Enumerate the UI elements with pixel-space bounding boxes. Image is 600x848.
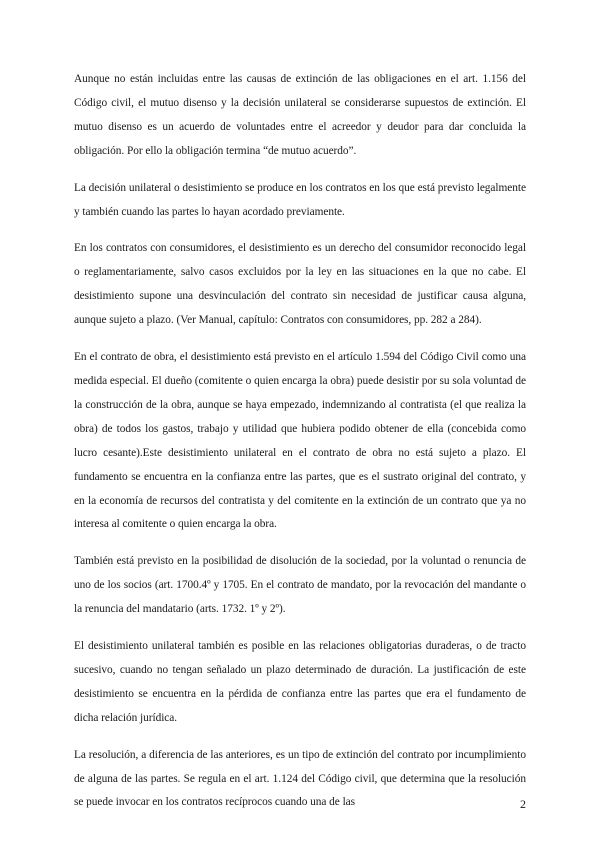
- paragraph-decision-unilateral: La decisión unilateral o desistimiento se produce en los contratos en los que está previsto legalmente y también cuando las partes lo hayan acordado previamente.: [74, 181, 526, 218]
- paragraph-mutuo-disenso: Aunque no están incluidas entre las causas de extinción de las obligaciones en el art. 1.156 del Código civil, el mutuo disenso y la decisión unilateral se considerarse supuestos de extinción. El mutuo disenso es un acuerdo de voluntades entre el acreedor y deudor para dar concluida la obligación. Por ello la obligación termina “de mutuo acuerdo”.: [74, 73, 526, 157]
- paragraph-resolucion: La resolución, a diferencia de las anteriores, es un tipo de extinción del contrato por incumplimiento de alguna de las partes. Se regula en el art. 1.124 del Código civil, que determina que la resolución se puede invocar en los contratos recíprocos cuando una de las: [74, 748, 526, 809]
- paragraph-relaciones-duraderas: El desistimiento unilateral también es posible en las relaciones obligatorias duraderas, o de tracto sucesivo, cuando no tengan señalado un plazo determinado de duración. La justificación de este desistimiento se encuentra en la pérdida de confianza entre las partes que era el fundamento de dicha relación jurídica.: [74, 640, 526, 724]
- paragraph-sociedad-mandato: También está previsto en la posibilidad de disolución de la sociedad, por la voluntad o renuncia de uno de los socios (art. 1700.4º y 1705. En el contrato de mandato, por la revocación del mandante o la renuncia del mandatario (arts. 1732. 1º y 2º).: [74, 555, 526, 616]
- paragraph-contratos-consumidores: En los contratos con consumidores, el desistimiento es un derecho del consumidor reconocido legal o reglamentariamente, salvo casos excluidos por la ley en las situaciones en la que no cabe. El desistimiento supone una desvinculación del contrato sin necesidad de justificar causa alguna, aunque sujeto a plazo. (Ver Manual, capítulo: Contratos con consumidores, pp. 282 a 284).: [74, 242, 526, 327]
- document-body: [74, 68, 526, 828]
- paragraph-contrato-obra: En el contrato de obra, el desistimiento está previsto en el artículo 1.594 del Código Civil como una medida especial. El dueño (comitente o quien encarga la obra) puede desistir por su sola voluntad de la construcción de la obra, aunque se haya empezado, indemnizando al contratista (el que realiza la obra) de todos los gastos, trabajo y utilidad que hubiera podido obtener de ella (concebida como lucro cesante).Este desistimiento unilateral en el contrato de obra no está sujeto a plazo. El fundamento se encuentra en la confianza entre las partes, que es el sustrato original del contrato, y en la economía de recursos del contratista y del comitente en la extinción de un contrato que ya no interesa al comitente o quien encarga la obra.: [74, 351, 526, 531]
- page-number: 2: [520, 797, 526, 811]
